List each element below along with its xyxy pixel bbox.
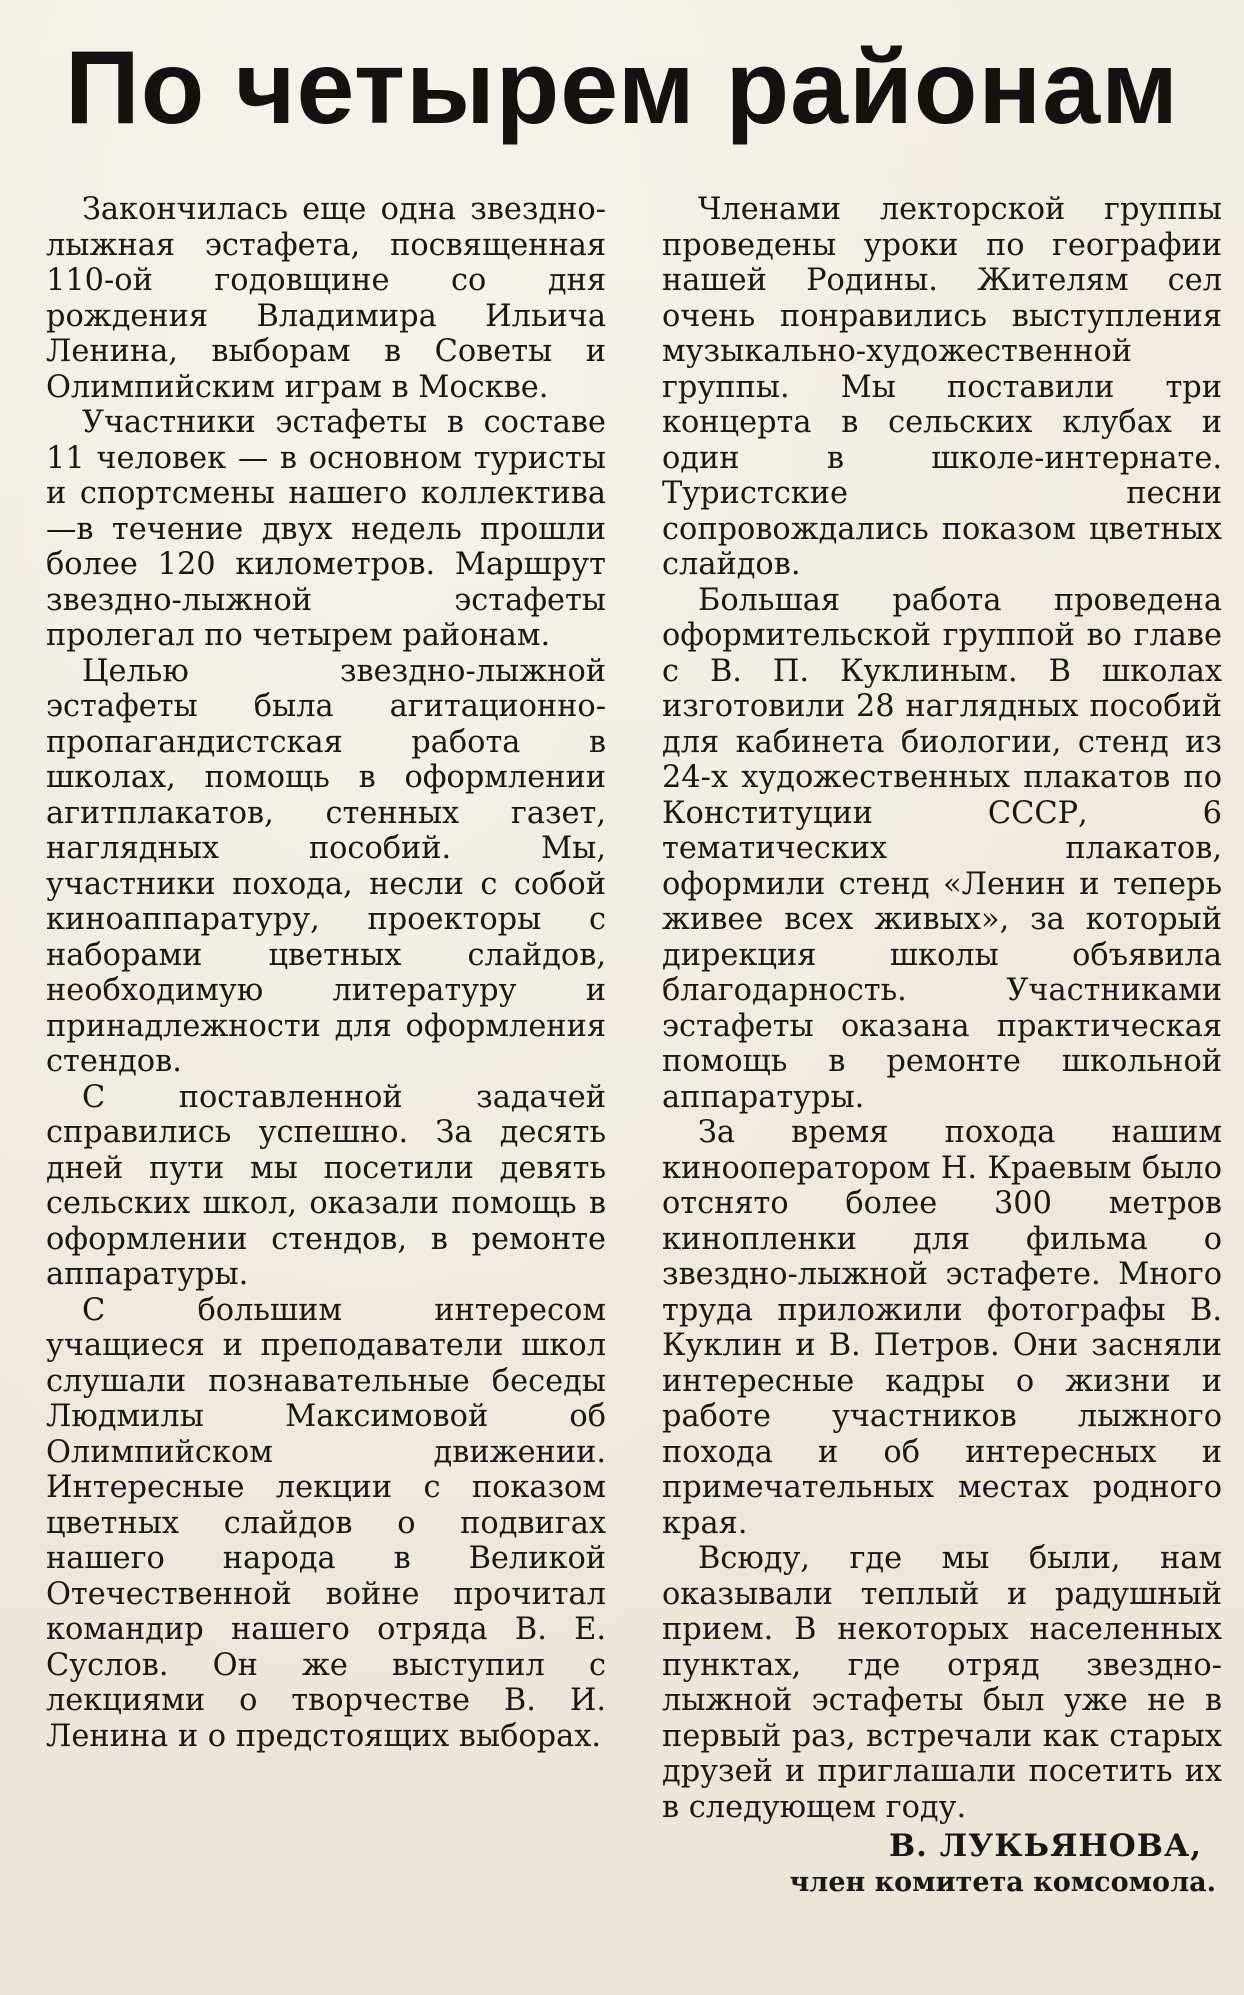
paragraph: Закончилась еще одна звездно-лыжная эстафета, посвященная 110-ой годовщине со дня рождения Владимира Ильича Ленина, выборам в Советы и Олимпийским играм в Москве. <box>46 192 606 405</box>
author-role: член комитета комсомола. <box>789 1867 1216 1898</box>
paragraph: Всюду, где мы были, нам оказывали теплый и радушный прием. В некоторых населенных пунктах, где отряд звездно-лыжной эстафеты был уже не в первый раз, встречали как старых друзей и приглашали посетить их в следующем году. <box>662 1541 1222 1825</box>
left-column <box>46 192 606 1754</box>
paragraph: Членами лекторской группы проведены уроки по географии нашей Родины. Жителям сел очень понравились выступления музыкально-художественной группы. Мы поставили три концерта в сельских клубах и один в школе-интернате. Туристские песни сопровождались показом цветных слайдов. <box>662 192 1222 582</box>
paragraph: Большая работа проведена оформительской группой во главе с В. П. Куклиным. В школах изготовили 28 наглядных пособий для кабинета биологии, стенд из 24-х художественных плакатов по Конституции СССР, 6 тематических плакатов, оформили стенд «Ленин и теперь живее всех живых», за который дирекция школы объявила благодарность. Участниками эстафеты оказана практическая помощь в ремонте школьной аппаратуры. <box>662 582 1222 1115</box>
paragraph: С поставленной задачей справились успешно. За десять дней пути мы посетили девять сельских школ, оказали помощь в оформлении стендов, в ремонте аппаратуры. <box>46 1079 606 1292</box>
paragraph: Целью звездно-лыжной эстафеты была агитационно-пропагандистская работа в школах, помощь в оформлении агитплакатов, стенных газет, наглядных пособий. Мы, участники похода, несли с собой киноаппаратуру, проекторы с наборами цветных слайдов, необходимую литературу и принадлежности для оформления стендов. <box>46 653 606 1079</box>
author-signature <box>662 1827 1222 1901</box>
right-column <box>662 192 1222 1901</box>
paragraph: С большим интересом учащиеся и преподаватели школ слушали познавательные беседы Людмилы Максимовой об Олимпийском движении. Интересные лекции с показом цветных слайдов о подвигах нашего народа в Великой Отечественной войне прочитал командир нашего отряда В. Е. Суслов. Он же выступил с лекциями о творчестве В. И. Ленина и о предстоящих выборах. <box>46 1292 606 1754</box>
paragraph: За время похода нашим кинооператором Н. Краевым было отснято более 300 метров кинопленки для фильма о звездно-лыжной эстафете. Много труда приложили фотографы В. Куклин и В. Петров. Они засняли интересные кадры о жизни и работе участников лыжного похода и об интересных и примечательных местах родного края. <box>662 1115 1222 1541</box>
article-headline: По четырем районам <box>64 30 1179 146</box>
paragraph: Участники эстафеты в составе 11 человек — в основном туристы и спортсмены нашего коллектива—в течение двух недель прошли более 120 километров. Маршрут звездно-лыжной эстафеты пролегал по четырем районам. <box>46 405 606 653</box>
author-name: В. ЛУКЬЯНОВА, <box>888 1828 1202 1864</box>
